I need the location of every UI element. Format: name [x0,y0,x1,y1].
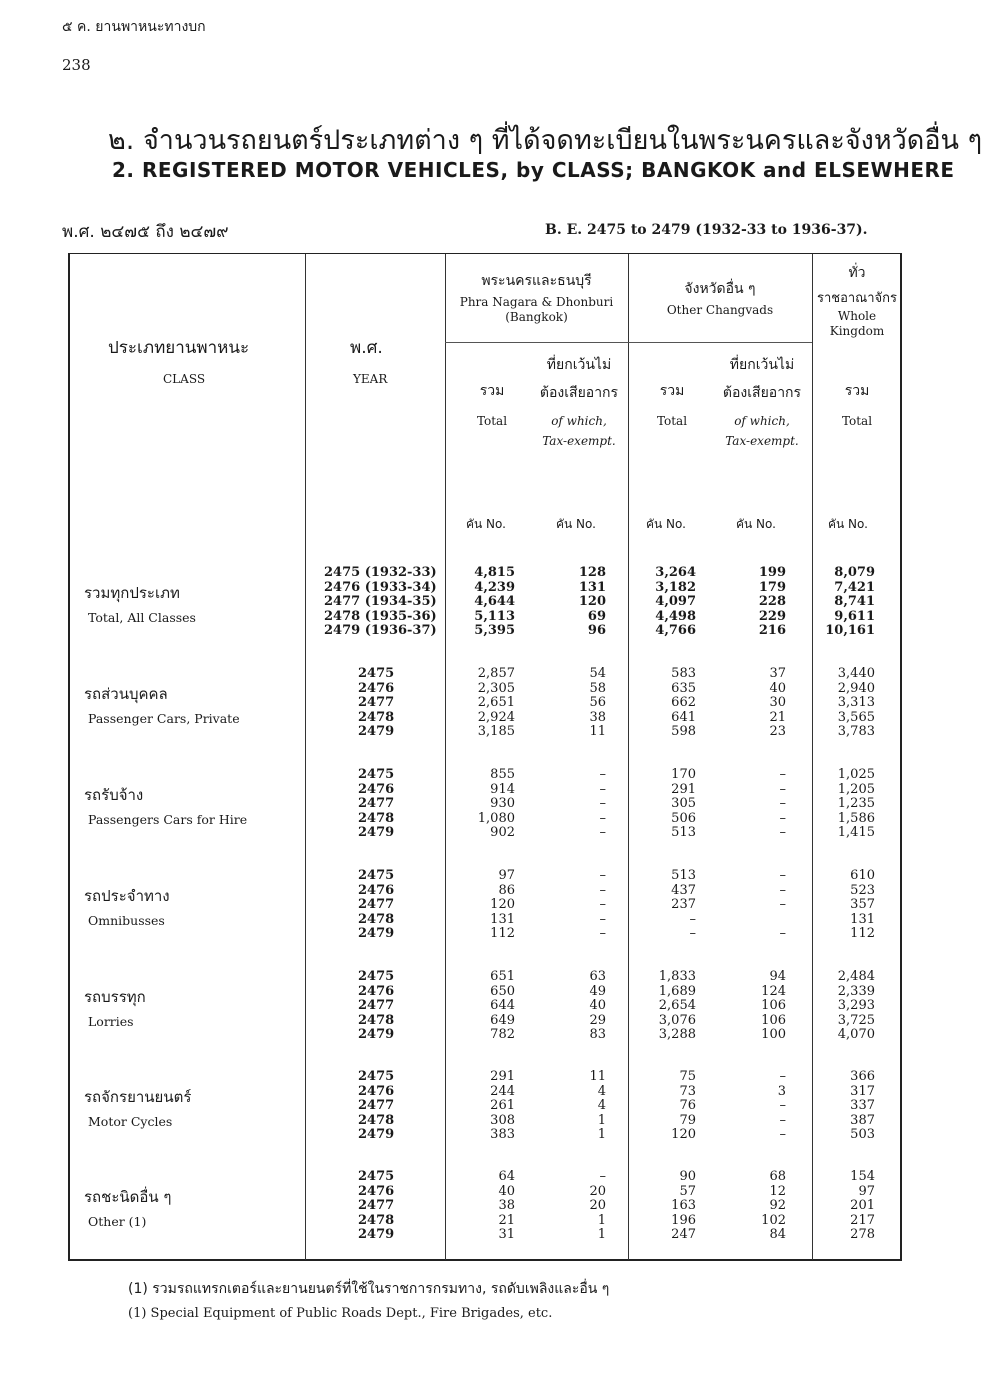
unit-label: คัน No. [736,517,776,531]
value-cell: 366 [850,1069,875,1084]
value-cell: – [779,825,786,840]
year-cell: 2477 [358,796,395,811]
value-cell: 120 [578,594,606,609]
column-rule [305,254,306,1260]
unit-label: คัน No. [466,517,506,531]
subheader-oth-total-th: รวม [659,383,685,399]
unit-label: คัน No. [646,517,686,531]
class-name-en: Lorries [88,1014,134,1029]
value-cell: 4,644 [474,594,515,609]
year-cell: 2479 [358,825,395,840]
subheader-oth-exempt-en1: of which, [734,414,790,428]
value-cell: 128 [578,565,606,580]
subheader-oth-exempt-en2: Tax-exempt. [725,434,799,448]
value-cell: 58 [589,680,606,696]
value-cell: 217 [850,1212,875,1228]
value-cell: 4,815 [474,565,515,580]
column-rule [445,254,446,1260]
subheader-bkk-exempt-en2: Tax-exempt. [542,434,616,448]
value-cell: 83 [589,1027,606,1042]
year-cell: 2477 [358,1098,395,1113]
year-cell: 2478 [358,1212,395,1228]
value-cell: 12 [769,1183,786,1199]
value-cell: 9,611 [834,608,875,624]
value-cell: 30 [769,695,786,710]
footnote-english: (1) Special Equipment of Public Roads Dept., Fire Brigades, etc. [128,1306,553,1321]
value-cell: 387 [850,1112,875,1128]
year-cell: 2476 [358,882,395,898]
value-cell: – [779,1098,786,1113]
header-other-en: Other Changvads [666,303,774,317]
value-cell: 305 [671,796,696,811]
value-cell: 3,293 [837,998,875,1013]
value-cell: 261 [490,1098,515,1113]
value-cell: 20 [589,1183,606,1199]
value-cell: 56 [589,695,606,710]
value-cell: 4,239 [474,579,515,595]
value-cell: 10,161 [825,623,875,638]
value-cell: – [779,781,786,797]
header-other-th: จังหวัดอื่น ๆ [684,281,756,297]
value-cell: 4 [597,1098,606,1113]
title-thai: ๒. จำนวนรถยนตร์ประเภทต่าง ๆ ที่ได้จดทะเบียนในพระนครและจังหวัดอื่น ๆ [108,125,983,156]
value-cell: – [779,1112,786,1128]
unit-label: คัน No. [828,517,868,531]
year-cell: 2475 [358,868,395,883]
value-cell: 75 [679,1069,696,1084]
year-cell: 2479 [358,724,395,739]
value-cell: 1 [597,1227,606,1242]
year-cell: 2475 [358,767,395,782]
year-cell: 2477 [358,1198,395,1213]
value-cell: 357 [850,897,875,912]
value-cell: 337 [850,1098,875,1113]
value-cell: 7,421 [834,579,875,595]
class-name-th: รถจักรยานยนตร์ [84,1088,192,1106]
value-cell: 2,339 [837,983,875,999]
value-cell: 170 [671,767,696,782]
value-cell: – [599,926,606,941]
value-cell: 229 [758,608,786,624]
value-cell: 291 [671,781,696,797]
value-cell: 4,097 [655,594,696,609]
value-cell: 237 [671,897,696,912]
value-cell: 73 [679,1083,696,1099]
header-bangkok-en2: (Bangkok) [505,310,568,324]
value-cell: 598 [671,724,696,739]
value-cell: 2,654 [658,998,696,1013]
value-cell: – [779,1127,786,1142]
value-cell: – [779,767,786,782]
value-cell: 100 [761,1027,786,1042]
value-cell: 120 [671,1127,696,1142]
value-cell: 196 [671,1212,696,1228]
value-cell: 63 [589,969,606,984]
value-cell: 54 [589,666,606,681]
value-cell: – [599,868,606,883]
value-cell: 855 [490,767,515,782]
header-rule [445,342,812,343]
value-cell: 3,288 [658,1027,696,1042]
value-cell: – [599,767,606,782]
header-bangkok-th: พระนครและธนบุรี [481,273,592,289]
footnote-thai: (1) รวมรถแทรกเตอร์และยานยนตร์ที่ใช้ในราชการกรมทาง, รถดับเพลิงและอื่น ๆ [128,1281,610,1297]
value-cell: 644 [490,998,515,1013]
value-cell: 131 [578,579,606,595]
value-cell: – [599,911,606,927]
value-cell: 40 [589,998,606,1013]
value-cell: 2,857 [477,666,515,681]
value-cell: 1,205 [837,781,875,797]
value-cell: 649 [490,1012,515,1028]
value-cell: 96 [587,623,606,638]
value-cell: 1 [597,1112,606,1128]
year-cell: 2475 [358,666,395,681]
value-cell: 5,395 [474,623,515,638]
header-whole-en: Whole [837,309,877,323]
value-cell: 1 [597,1212,606,1228]
value-cell: 5,113 [474,608,515,624]
section-header: ๕ ค. ยานพาหนะทางบก [62,19,206,35]
value-cell: 662 [671,695,696,710]
value-cell: 635 [671,680,696,696]
year-cell: 2475 [358,969,395,984]
value-cell: 1,080 [477,810,515,826]
year-cell: 2479 [358,1127,395,1142]
value-cell: 2,484 [837,969,875,984]
class-name-en: Omnibusses [88,913,165,928]
value-cell: 29 [589,1012,606,1028]
value-cell: 131 [490,911,515,927]
value-cell: 84 [769,1227,786,1242]
year-cell: 2478 (1935-36) [324,608,437,624]
value-cell: 21 [498,1212,515,1228]
value-cell: 112 [850,926,875,941]
year-cell: 2475 [358,1169,395,1184]
header-class-th: ประเภทยานพาหนะ [108,338,250,358]
value-cell: – [779,926,786,941]
value-cell: 38 [589,709,606,725]
value-cell: 120 [490,897,515,912]
value-cell: 930 [490,796,515,811]
value-cell: 503 [850,1127,875,1142]
class-name-th: รถบรรทุก [84,988,146,1006]
class-name-en: Total, All Classes [88,610,196,625]
class-name-th: รถชะนิดอื่น ๆ [84,1188,172,1206]
value-cell: 2,305 [477,680,515,696]
period-thai: พ.ศ. ๒๔๗๕ ถึง ๒๔๗๙ [62,222,229,242]
value-cell: 201 [850,1198,875,1213]
value-cell: 11 [589,1069,606,1084]
year-cell: 2477 [358,695,395,710]
value-cell: – [779,1069,786,1084]
value-cell: 4,498 [655,608,696,624]
subheader-bkk-total-en: Total [476,414,508,428]
subheader-oth-total-en: Total [656,414,688,428]
header-whole-th: ทั่ว [848,265,866,281]
value-cell: 69 [587,608,606,624]
value-cell: 506 [671,810,696,826]
column-rule [812,254,813,1260]
value-cell: 4,766 [655,623,696,638]
value-cell: 278 [850,1227,875,1242]
unit-label: คัน No. [556,517,596,531]
class-name-th: รวมทุกประเภท [84,584,180,602]
value-cell: 651 [490,969,515,984]
value-cell: 131 [850,911,875,927]
value-cell: 3,565 [837,709,875,725]
header-whole-en2: Kingdom [829,324,885,338]
value-cell: – [599,796,606,811]
header-bangkok-en: Phra Nagara & Dhonburi [459,295,614,309]
value-cell: – [779,868,786,883]
value-cell: 112 [490,926,515,941]
value-cell: 1,833 [658,969,696,984]
class-name-en: Passengers Cars for Hire [88,812,248,827]
value-cell: 914 [490,781,515,797]
page-number: 238 [62,56,91,74]
value-cell: 2,651 [477,695,515,710]
value-cell: 179 [758,579,786,595]
value-cell: 31 [498,1227,515,1242]
year-cell: 2476 [358,1183,395,1199]
value-cell: 1,235 [837,796,875,811]
value-cell: 102 [761,1212,786,1228]
value-cell: 86 [498,882,515,898]
year-cell: 2477 [358,897,395,912]
value-cell: 106 [761,998,786,1013]
value-cell: 8,079 [834,565,875,580]
value-cell: 57 [679,1183,696,1199]
value-cell: 21 [769,709,786,725]
value-cell: 68 [769,1169,786,1184]
value-cell: – [779,796,786,811]
class-name-en: Other (1) [88,1214,147,1229]
year-cell: 2479 [358,926,395,941]
year-cell: 2478 [358,1112,395,1128]
value-cell: 3 [777,1083,786,1099]
value-cell: 244 [490,1083,515,1099]
value-cell: 1,415 [837,825,875,840]
year-cell: 2477 (1934-35) [324,594,437,609]
subheader-bkk-exempt-th2: ต้องเสียอากร [539,385,619,401]
value-cell: 199 [758,565,786,580]
subheader-bkk-exempt-th1: ที่ยกเว้นไม่ [546,357,612,373]
year-cell: 2479 (1936-37) [324,623,437,638]
value-cell: 247 [671,1227,696,1242]
value-cell: 1,689 [658,983,696,999]
header-whole-th2: ราชอาณาจักร [816,291,898,306]
value-cell: 2,940 [837,680,875,696]
year-cell: 2477 [358,998,395,1013]
value-cell: 11 [589,724,606,739]
value-cell: 64 [498,1169,515,1184]
year-cell: 2478 [358,911,395,927]
value-cell: 76 [679,1098,696,1113]
value-cell: 1 [597,1127,606,1142]
value-cell: 92 [769,1198,786,1213]
year-cell: 2478 [358,709,395,725]
header-year-th: พ.ศ. [350,338,383,358]
value-cell: 1,025 [837,767,875,782]
value-cell: 4 [597,1083,606,1099]
value-cell: 49 [589,983,606,999]
value-cell: 513 [671,825,696,840]
subheader-bkk-total-th: รวม [479,383,505,399]
value-cell: 154 [850,1169,875,1184]
class-name-en: Passenger Cars, Private [88,711,240,726]
value-cell: 40 [498,1183,515,1199]
value-cell: 23 [769,724,786,739]
value-cell: 610 [850,868,875,883]
value-cell: 38 [498,1198,515,1213]
year-cell: 2475 (1932-33) [324,565,437,580]
header-class-en: CLASS [163,372,206,386]
value-cell: 94 [769,969,786,984]
value-cell: 437 [671,882,696,898]
value-cell: 216 [758,623,786,638]
value-cell: – [779,897,786,912]
value-cell: 291 [490,1069,515,1084]
value-cell: 902 [490,825,515,840]
value-cell: 3,182 [655,579,696,595]
value-cell: 523 [850,882,875,898]
subheader-whole-total-th: รวม [844,383,870,399]
value-cell: 3,440 [837,666,875,681]
value-cell: – [599,882,606,898]
value-cell: – [689,911,696,927]
subheader-whole-total-en: Total [841,414,873,428]
value-cell: 37 [769,666,786,681]
value-cell: 4,070 [837,1027,875,1042]
value-cell: – [599,897,606,912]
value-cell: 3,783 [837,724,875,739]
year-cell: 2476 [358,1083,395,1099]
value-cell: 40 [769,680,786,696]
value-cell: 1,586 [837,810,875,826]
value-cell: 106 [761,1012,786,1028]
value-cell: – [599,825,606,840]
year-cell: 2478 [358,1012,395,1028]
table-frame [68,253,902,1261]
value-cell: 20 [589,1198,606,1213]
value-cell: 228 [758,594,786,609]
value-cell: 97 [498,868,515,883]
year-cell: 2476 [358,983,395,999]
value-cell: 650 [490,983,515,999]
year-cell: 2475 [358,1069,395,1084]
value-cell: 513 [671,868,696,883]
year-cell: 2476 [358,680,395,696]
header-year-en: YEAR [353,372,388,386]
value-cell: 3,076 [658,1012,696,1028]
year-cell: 2476 [358,781,395,797]
value-cell: 79 [679,1112,696,1128]
value-cell: – [599,1169,606,1184]
year-cell: 2478 [358,810,395,826]
subheader-oth-exempt-th2: ต้องเสียอากร [722,385,802,401]
class-name-th: รถประจำทาง [84,887,170,905]
year-cell: 2479 [358,1027,395,1042]
value-cell: – [599,781,606,797]
class-name-en: Motor Cycles [88,1114,173,1129]
subheader-oth-exempt-th1: ที่ยกเว้นไม่ [729,357,795,373]
subheader-bkk-exempt-en1: of which, [551,414,607,428]
value-cell: – [779,810,786,826]
value-cell: – [779,882,786,898]
year-cell: 2476 (1933-34) [324,579,437,595]
value-cell: – [599,810,606,826]
value-cell: 782 [490,1027,515,1042]
value-cell: 641 [671,709,696,725]
title-english: 2. REGISTERED MOTOR VEHICLES, by CLASS; BANGKOK and ELSEWHERE [112,158,955,182]
value-cell: 308 [490,1112,515,1128]
value-cell: 124 [761,983,786,999]
period-english: B. E. 2475 to 2479 (1932-33 to 1936-37). [545,222,868,238]
year-cell: 2479 [358,1227,395,1242]
value-cell: 3,313 [837,695,875,710]
value-cell: – [689,926,696,941]
value-cell: 3,185 [477,724,515,739]
column-rule [628,254,629,1260]
value-cell: 2,924 [477,709,515,725]
class-name-th: รถส่วนบุคคล [84,685,168,703]
value-cell: 8,741 [834,594,875,609]
value-cell: 3,725 [837,1012,875,1028]
value-cell: 90 [679,1169,696,1184]
class-name-th: รถรับจ้าง [84,786,144,804]
value-cell: 317 [850,1083,875,1099]
value-cell: 383 [490,1127,515,1142]
value-cell: 3,264 [655,565,696,580]
value-cell: 583 [671,666,696,681]
value-cell: 97 [858,1183,875,1199]
value-cell: 163 [671,1198,696,1213]
